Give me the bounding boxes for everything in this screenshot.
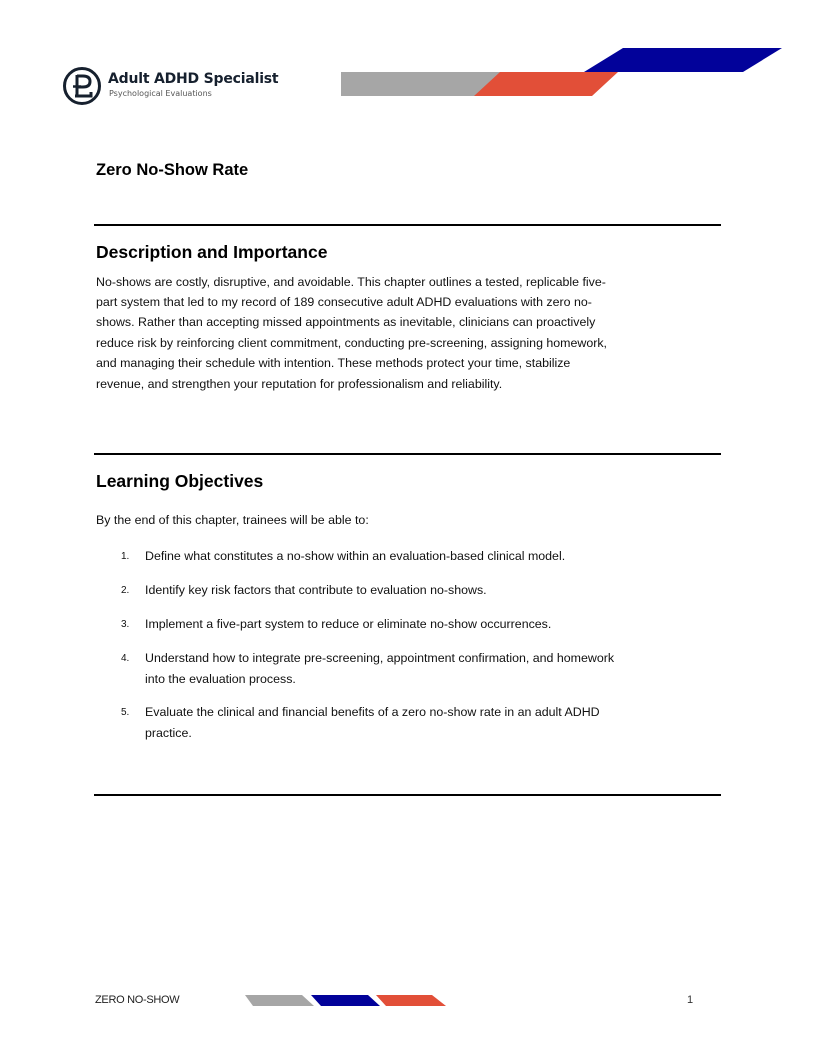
- brand-tagline: Psychological Evaluations: [109, 89, 212, 98]
- footer-navy-stripe: [311, 995, 380, 1006]
- section-heading-description: Description and Importance: [96, 242, 328, 262]
- list-text: Evaluate the clinical and financial benefits of a zero no-show rate in an adult ADHD: [145, 705, 600, 719]
- paragraph-line: revenue, and strengthen your reputation for professionalism and reliability.: [96, 377, 503, 391]
- list-text: Identify key risk factors that contribute to evaluation no-shows.: [145, 583, 487, 597]
- paragraph-line: reduce risk by reinforcing client commitment, conducting pre-screening, assigning homework,: [96, 336, 607, 350]
- brand-name: Adult ADHD Specialist: [108, 71, 279, 87]
- list-text: Implement a five-part system to reduce or eliminate no-show occurrences.: [145, 617, 552, 631]
- divider: [94, 224, 721, 226]
- list-text: Understand how to integrate pre-screening, appointment confirmation, and homework: [145, 651, 615, 665]
- list-number: 1.: [121, 551, 130, 562]
- objectives-intro: By the end of this chapter, trainees will be able to:: [96, 513, 369, 527]
- footer-orange-stripe: [376, 995, 446, 1006]
- divider: [94, 453, 721, 455]
- paragraph-line: shows. Rather than accepting missed appointments as inevitable, clinicians can proactively: [96, 315, 596, 329]
- list-text: practice.: [145, 726, 192, 740]
- header-gray-bar: [341, 72, 502, 96]
- divider: [94, 794, 721, 796]
- list-text: Define what constitutes a no-show within an evaluation-based clinical model.: [145, 549, 566, 563]
- header-navy-stripe: [584, 48, 782, 72]
- pl-monogram-circle-icon: [62, 66, 104, 108]
- page-title: Zero No-Show Rate: [96, 161, 249, 179]
- page-number: 1: [687, 994, 694, 1006]
- list-number: 5.: [121, 707, 130, 718]
- list-number: 2.: [121, 585, 130, 596]
- list-number: 3.: [121, 619, 130, 630]
- list-text: into the evaluation process.: [145, 672, 296, 686]
- paragraph-line: part system that led to my record of 189 consecutive adult ADHD evaluations with zero no-: [96, 295, 592, 309]
- footer-gray-stripe: [245, 995, 314, 1006]
- list-number: 4.: [121, 653, 130, 664]
- footer-label: ZERO NO-SHOW: [95, 994, 180, 1006]
- section-heading-objectives: Learning Objectives: [96, 471, 264, 491]
- paragraph-line: No-shows are costly, disruptive, and avoidable. This chapter outlines a tested, replicable five-: [96, 275, 606, 289]
- paragraph-line: and managing their schedule with intention. These methods protect your time, stabilize: [96, 356, 571, 370]
- brand-logo: [62, 66, 302, 106]
